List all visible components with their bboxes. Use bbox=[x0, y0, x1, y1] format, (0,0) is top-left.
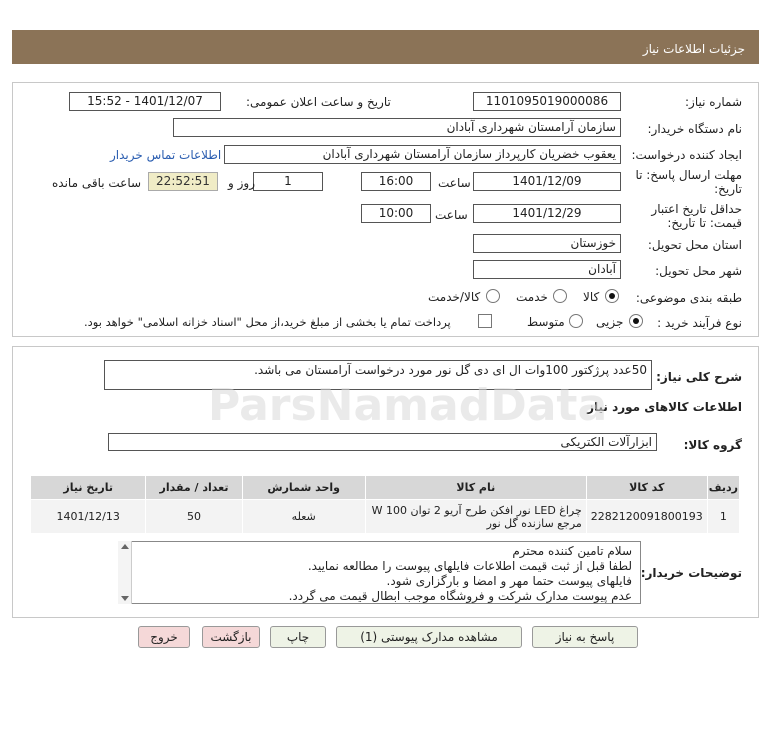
category-service-label: خدمت bbox=[516, 290, 548, 304]
col-unit: واحد شمارش bbox=[242, 476, 365, 500]
watermark-logo: ParsNamadData bbox=[208, 380, 608, 431]
buyer-notes-box[interactable] bbox=[118, 541, 641, 604]
cell-unit: شعله bbox=[242, 500, 365, 534]
back-button[interactable]: بازگشت bbox=[202, 626, 260, 648]
deadline-time-label: ساعت bbox=[438, 176, 471, 190]
validity-label-2: قیمت: تا تاریخ: bbox=[667, 216, 742, 230]
view-attachments-button[interactable]: مشاهده مدارک پیوستی (1) bbox=[336, 626, 522, 648]
need-number-field[interactable]: 1101095019000086 bbox=[473, 92, 621, 111]
process-minor-label: جزیی bbox=[596, 315, 624, 329]
process-label: نوع فرآیند خرید : bbox=[657, 316, 742, 330]
page-title: جزئیات اطلاعات نیاز bbox=[642, 42, 745, 56]
deadline-date-field[interactable]: 1401/12/09 bbox=[473, 172, 621, 191]
cell-date: 1401/12/13 bbox=[31, 500, 146, 534]
remaining-time-field: 22:52:51 bbox=[148, 172, 218, 191]
deadline-label: مهلت ارسال پاسخ: تا bbox=[635, 168, 742, 182]
requester-label: ایجاد کننده درخواست: bbox=[631, 148, 742, 162]
announce-field[interactable]: 1401/12/07 - 15:52 bbox=[69, 92, 221, 111]
category-radio-service[interactable] bbox=[553, 289, 567, 303]
col-name: نام کالا bbox=[365, 476, 586, 500]
summary-label: شرح کلی نیاز: bbox=[656, 370, 742, 384]
goods-group-label: گروه کالا: bbox=[683, 438, 742, 452]
buyer-note-line: سلام تامین کننده محترم bbox=[512, 544, 632, 558]
days-label: روز و bbox=[228, 176, 255, 190]
process-radio-minor[interactable] bbox=[629, 314, 643, 328]
treasury-payment-checkbox[interactable] bbox=[478, 314, 492, 328]
province-label: استان محل تحویل: bbox=[647, 238, 742, 252]
buyer-notes-label: توضیحات خریدار: bbox=[640, 566, 742, 580]
buyer-note-line: لطفا قبل از ثبت قیمت اطلاعات فایلهای پیوست را مطالعه نمایید. bbox=[307, 559, 632, 573]
col-row: ردیف bbox=[707, 476, 739, 500]
validity-date-field[interactable]: 1401/12/29 bbox=[473, 204, 621, 223]
goods-info-title: اطلاعات کالاهای مورد نیاز bbox=[587, 400, 742, 414]
need-number-label: شماره نیاز: bbox=[685, 95, 742, 109]
city-field[interactable]: آبادان bbox=[473, 260, 621, 279]
cell-row: 1 bbox=[707, 500, 739, 534]
notes-scrollbar[interactable] bbox=[118, 541, 132, 604]
category-both-label: کالا/خدمت bbox=[428, 290, 481, 304]
print-button[interactable]: چاپ bbox=[270, 626, 326, 648]
scroll-up-icon[interactable] bbox=[121, 544, 129, 549]
validity-label: حداقل تاریخ اعتبار bbox=[651, 202, 742, 216]
remaining-label: ساعت باقی مانده bbox=[52, 176, 142, 190]
deadline-label-2: تاریخ: bbox=[714, 182, 742, 196]
reply-button[interactable]: پاسخ به نیاز bbox=[532, 626, 638, 648]
page-header bbox=[12, 30, 759, 64]
col-code: کد کالا bbox=[586, 476, 707, 500]
exit-button[interactable]: خروج bbox=[138, 626, 190, 648]
buyer-org-label: نام دستگاه خریدار: bbox=[647, 122, 742, 136]
goods-table bbox=[30, 475, 740, 534]
scroll-down-icon[interactable] bbox=[121, 596, 129, 601]
category-radio-both[interactable] bbox=[486, 289, 500, 303]
buyer-org-field[interactable]: سازمان آرامستان شهرداری آبادان bbox=[173, 118, 621, 137]
validity-time-field[interactable]: 10:00 bbox=[361, 204, 431, 223]
category-radio-goods[interactable] bbox=[605, 289, 619, 303]
col-qty: تعداد / مقدار bbox=[146, 476, 242, 500]
table-header-row bbox=[31, 476, 740, 500]
buyer-note-line: فایلهای پیوست حتما مهر و امضا و بارگزاری شود. bbox=[386, 574, 632, 588]
category-goods-label: کالا bbox=[583, 290, 600, 304]
validity-time-label: ساعت bbox=[435, 208, 468, 222]
city-label: شهر محل تحویل: bbox=[655, 264, 742, 278]
table-row[interactable] bbox=[31, 500, 740, 534]
treasury-payment-label: پرداخت تمام یا بخشی از مبلغ خرید،از محل "اسناد خزانه اسلامی" خواهد بود. bbox=[84, 315, 451, 329]
province-field[interactable]: خوزستان bbox=[473, 234, 621, 253]
requester-field[interactable]: یعقوب خضریان کارپرداز سازمان آرامستان شهرداری آبادان bbox=[224, 145, 621, 164]
col-date: تاریخ نیاز bbox=[31, 476, 146, 500]
cell-name: چراغ LED نور افکن طرح آریو 2 توان 100 W مرجع سازنده گل نور bbox=[365, 500, 586, 534]
days-field[interactable]: 1 bbox=[253, 172, 323, 191]
cell-qty: 50 bbox=[146, 500, 242, 534]
announce-label: تاریخ و ساعت اعلان عمومی: bbox=[246, 95, 391, 109]
process-medium-label: متوسط bbox=[527, 315, 565, 329]
cell-code: 2282120091800193 bbox=[586, 500, 707, 534]
buyer-note-line: عدم پیوست مدارک شرکت و فروشگاه موجب ابطال قیمت می گردد. bbox=[288, 589, 632, 603]
deadline-time-field[interactable]: 16:00 bbox=[361, 172, 431, 191]
summary-field[interactable]: 50عدد پرژکتور 100وات ال ای دی گل نور مورد درخواست آرامستان می باشد. bbox=[104, 360, 652, 390]
buyer-contact-link[interactable]: اطلاعات تماس خریدار bbox=[110, 148, 222, 162]
process-radio-medium[interactable] bbox=[569, 314, 583, 328]
goods-group-field[interactable]: ابزارآلات الکتریکی bbox=[108, 433, 657, 451]
category-label: طبقه بندی موضوعی: bbox=[635, 291, 742, 305]
